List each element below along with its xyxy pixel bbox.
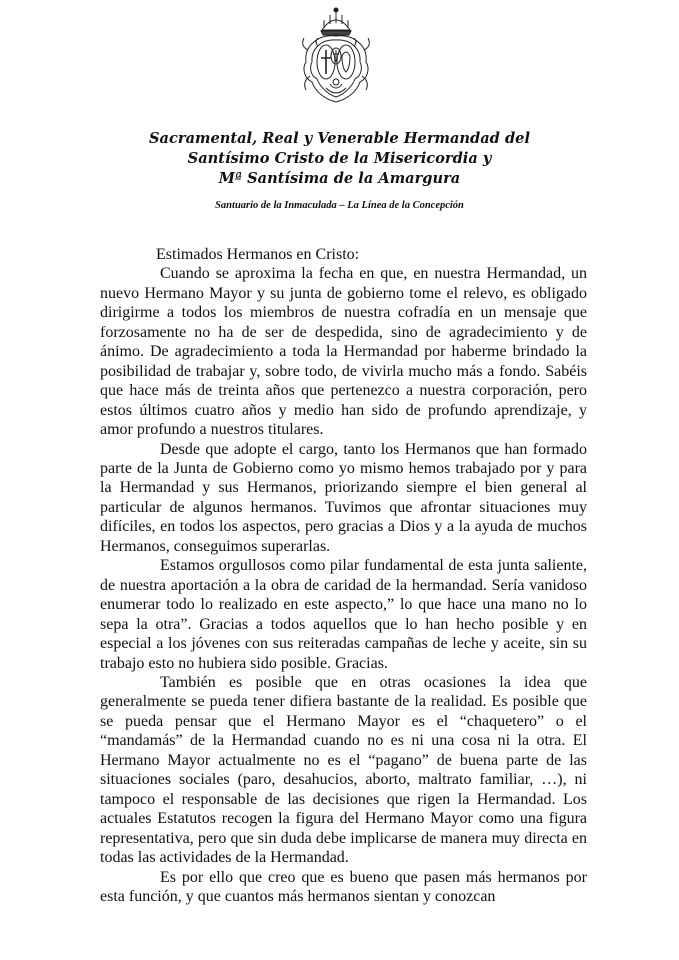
brotherhood-crest-icon	[296, 6, 376, 104]
brotherhood-title	[60, 129, 619, 189]
letter-paragraph: Cuando se aproxima la fecha en que, en nuestra Hermandad, un nuevo Hermano Mayor y su junta de gobierno tome el relevo, es obligado dirigirme a todos los miembros de nuestra cofradía en un mensaje que forzosamente no ha de ser de despedida, sino de agradecimiento y de ánimo. De agradecimiento a toda la Hermandad por haberme brindado la posibilidad de trabajar y, sobre todo, de vivirla mucho más a fondo. Sabéis que hace más de treinta años que pertenezco a nuestra corporación, pero estos últimos cuatro años y medio han sido de profundo aprendizaje, y amor profundo a nuestros titulares.	[100, 265, 587, 439]
title-line: Santísimo Cristo de la Misericordia y	[187, 150, 492, 167]
letter-greeting: Estimados Hermanos en Cristo:	[156, 246, 360, 263]
letter-paragraph: Desde que adopte el cargo, tanto los Hermanos que han formado parte de la Junta de Gobierno como yo mismo hemos trabajado por y para la Hermandad y sus Hermanos, priorizando siempre el bien general al particular de algunos hermanos. Tuvimos que afrontar situaciones muy difíciles, en todos los aspectos, pero gracias a Dios y a la ayuda de muchos Hermanos, conseguimos superarlas.	[100, 440, 587, 555]
letter-paragraph: Estamos orgullosos como pilar fundamental de esta junta saliente, de nuestra aportación a la obra de caridad de la hermandad. Sería vanidoso enumerar todo lo realizado en este aspecto,” lo que hace una mano no lo sepa la otra”. Gracias a todos aquellos que lo han hecho posible y en especial a los jóvenes con sus reiteradas campañas de leche y aceite, sin su trabajo esto no hubiera sido posible. Gracias.	[100, 557, 587, 672]
sanctuary-subtitle: Santuario de la Inmaculada – La Línea de la Concepción	[215, 200, 464, 211]
letter-body	[100, 245, 587, 906]
letter-paragraph: También es posible que en otras ocasiones la idea que generalmente se pueda tener difiera bastante de la realidad. Es posible que se pueda pensar que el Hermano Mayor es el “chaquetero” o el “mandamás” de la Hermandad cuando no es ni una cosa ni la otra. El Hermano Mayor actualmente no es el “pagano” de buena parte de las situaciones sociales (paro, desahucios, aborto, maltrato familiar, …), ni tampoco el responsable de las decisiones que rigen la Hermandad. Los actuales Estatutos recogen la figura del Hermano Mayor como una figura representativa, pero que sin duda debe implicarse de manera muy directa en todas las actividades de la Hermandad.	[100, 673, 587, 867]
letter-paragraph: Es por ello que creo que es bueno que pasen más hermanos por esta función, y que cuantos más hermanos sientan y conozcan	[100, 868, 587, 905]
title-line: Mª Santísima de la Amargura	[218, 170, 461, 187]
title-line: Sacramental, Real y Venerable Hermandad del	[149, 130, 530, 147]
